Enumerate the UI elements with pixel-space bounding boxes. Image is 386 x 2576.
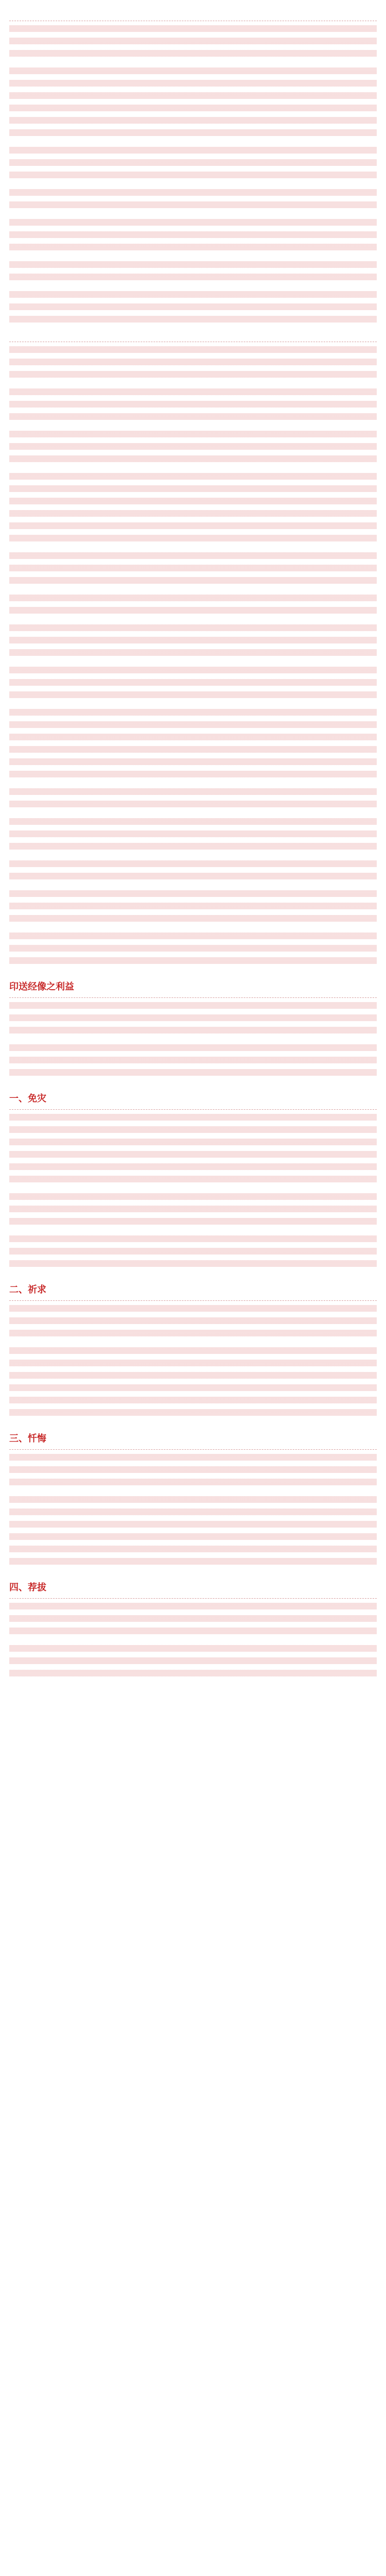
paragraph <box>9 261 377 286</box>
section-heading <box>9 16 377 21</box>
section-heading <box>9 337 377 342</box>
section-benefits <box>9 337 377 970</box>
paragraph <box>9 788 377 813</box>
paragraph <box>9 818 377 855</box>
paragraph <box>9 1454 377 1491</box>
paragraph <box>9 346 377 383</box>
section-heading: 四、荐拔 <box>9 1580 377 1599</box>
section-avoid-disasters <box>9 1091 377 1273</box>
paragraph <box>9 860 377 885</box>
paragraph <box>9 595 377 619</box>
paragraph <box>9 431 377 468</box>
paragraph <box>9 1235 377 1273</box>
paragraph <box>9 1645 377 1682</box>
paragraph <box>9 552 377 589</box>
paragraph <box>9 1114 377 1188</box>
paragraph <box>9 709 377 783</box>
paragraph <box>9 624 377 662</box>
paragraph <box>9 219 377 256</box>
paragraph <box>9 147 377 184</box>
paragraph <box>9 67 377 142</box>
page-end-space <box>9 1691 377 1712</box>
section-heading: 一、免灾 <box>9 1091 377 1110</box>
paragraph <box>9 1044 377 1081</box>
section-repentance <box>9 1431 377 1570</box>
paragraph <box>9 189 377 214</box>
paragraph <box>9 1347 377 1421</box>
paragraph <box>9 1193 377 1230</box>
section-heading: 三、忏悔 <box>9 1431 377 1450</box>
paragraph <box>9 667 377 704</box>
section-heading: 印送经像之利益 <box>9 979 377 998</box>
paragraph <box>9 1305 377 1342</box>
paragraph <box>9 1603 377 1640</box>
section-heading: 二、祈求 <box>9 1282 377 1301</box>
paragraph <box>9 473 377 547</box>
section-printing-benefits <box>9 979 377 1081</box>
paragraph <box>9 388 377 426</box>
paragraph <box>9 933 377 970</box>
paragraph <box>9 291 377 328</box>
paragraph <box>9 1002 377 1039</box>
paragraph <box>9 25 377 62</box>
paragraph <box>9 890 377 927</box>
paragraph <box>9 1496 377 1570</box>
section-prayer <box>9 1282 377 1421</box>
section-intro <box>9 16 377 328</box>
section-dedication <box>9 1580 377 1682</box>
